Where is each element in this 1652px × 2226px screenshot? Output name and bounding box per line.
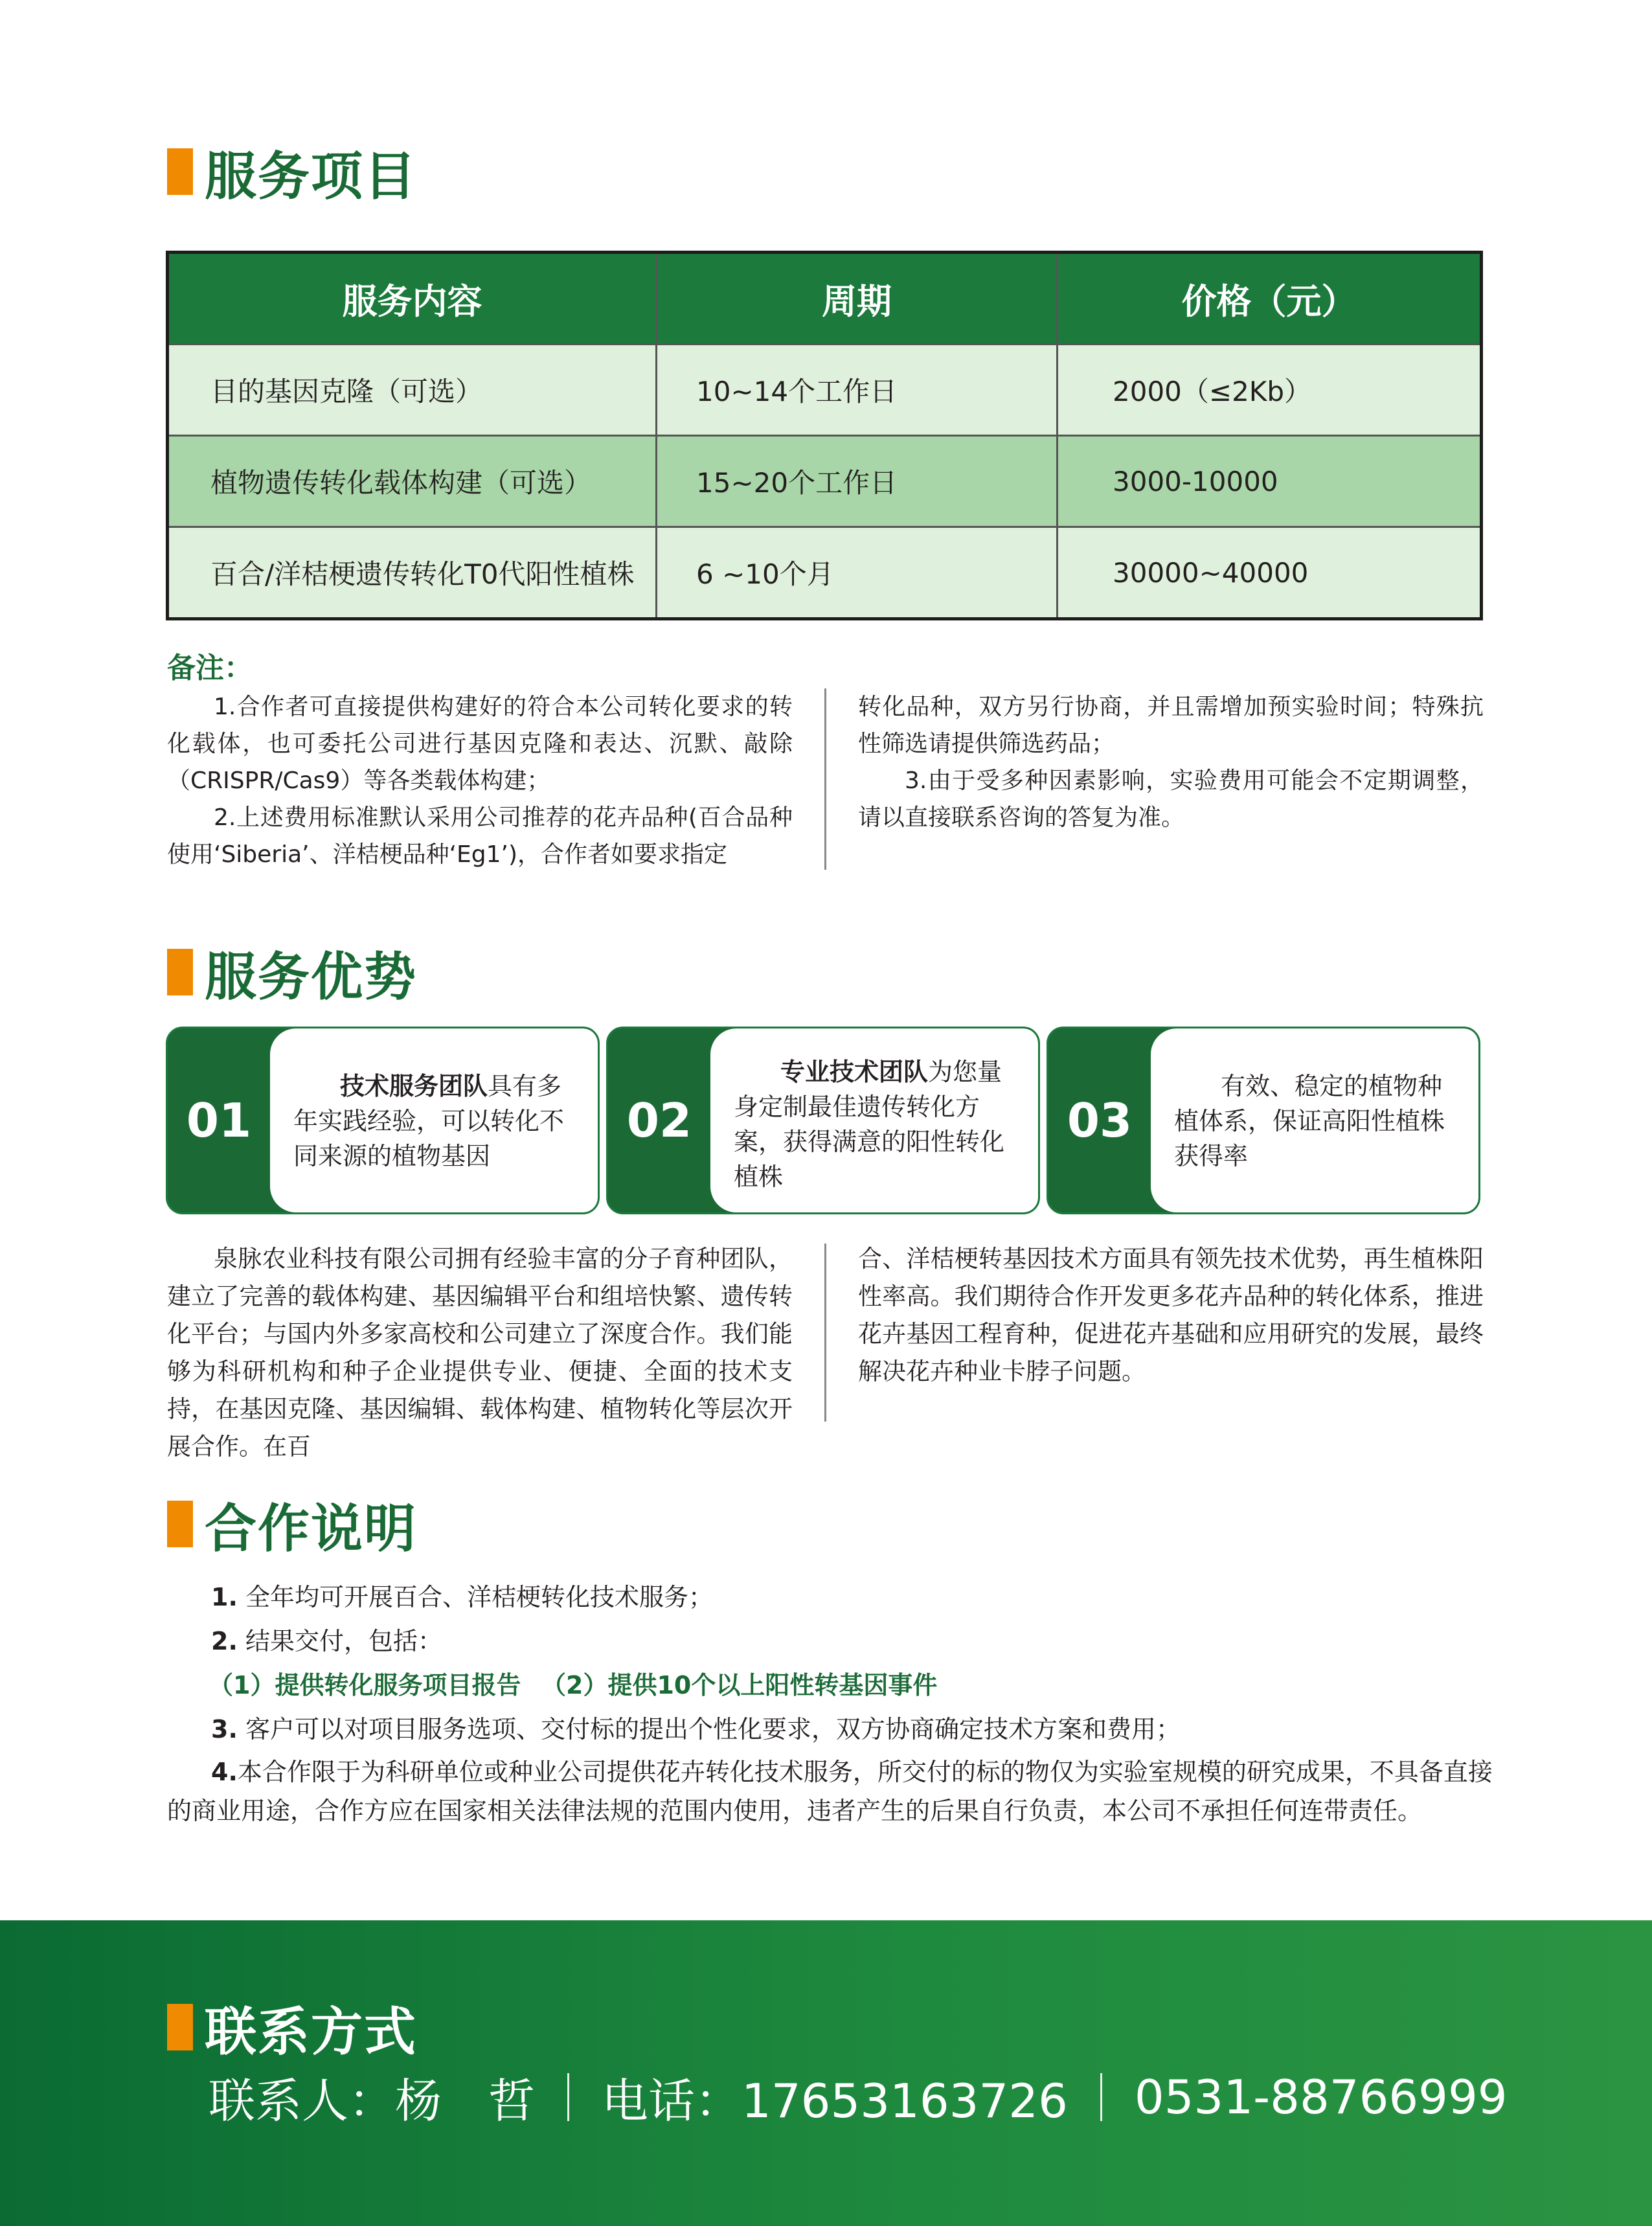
coop-item-3	[211, 1709, 1181, 1745]
table-header-row	[169, 254, 1480, 343]
section-title-text: 合作说明	[205, 1498, 417, 1559]
contact-phone[interactable]: 电话：17653163726	[602, 2074, 1068, 2128]
coop-item-4	[211, 1752, 1493, 1788]
advantage-card-02	[606, 1027, 1040, 1214]
contact-info	[209, 2065, 1508, 2129]
coop-item-text: 全年均可开展百合、洋桔梗转化技术服务；	[237, 1583, 713, 1611]
advantage-card-03	[1047, 1027, 1480, 1214]
column-divider	[824, 1244, 826, 1422]
section-title-text: 服务项目	[205, 146, 417, 207]
note-item: 1.合作者可直接提供构建好的符合本公司转化要求的转化载体，也可委托公司进行基因克隆和表达、沉默、敲除（CRISPR/Cas9）等各类载体构建；	[167, 694, 793, 794]
table-row	[169, 435, 1480, 526]
coop-item-number: 1.	[211, 1583, 238, 1611]
card-text: 有效、稳定的植物种植体系，保证高阳性植株获得率	[1174, 1072, 1445, 1170]
coop-item-text: 客户可以对项目服务选项、交付标的提出个性化要求，双方协商确定技术方案和费用；	[237, 1715, 1181, 1743]
advantage-card-01	[166, 1027, 600, 1214]
section-bar-icon	[167, 949, 193, 995]
table-cell: 30000~40000	[1056, 528, 1480, 617]
notes-right-column	[858, 688, 1484, 836]
coop-item-text: 结果交付，包括：	[237, 1627, 442, 1655]
card-bold-text: 技术服务团队	[340, 1072, 488, 1100]
card-bold-text: 专业技术团队	[780, 1058, 929, 1086]
coop-item-1	[211, 1577, 713, 1613]
intro-text: 泉脉农业科技有限公司拥有经验丰富的分子育种团队，建立了完善的载体构建、基因编辑平台和组培快繁、遗传转化平台；与国内外多家高校和公司建立了深度合作。我们能够为科研机构和种子企业提供专业、便捷、全面的技术支持，在基因克隆、基因编辑、载体构建、植物转化等层次开展合作。在百	[167, 1245, 793, 1460]
table-cell: 15~20个工作日	[655, 437, 1056, 526]
contact-phone-2[interactable]: 0531-88766999	[1134, 2070, 1508, 2124]
intro-right-column	[858, 1240, 1484, 1391]
note-item: 2.上述费用标准默认采用公司推荐的花卉品种(百合品种使用‘Siberia’、洋桔梗品种‘Eg1’)，合作者如要求指定	[167, 804, 793, 868]
table-row	[169, 343, 1480, 435]
intro-left-column	[167, 1240, 793, 1466]
table-row	[169, 526, 1480, 617]
contact-divider	[567, 2073, 569, 2121]
contact-divider	[1100, 2073, 1102, 2121]
card-body	[710, 1028, 1038, 1212]
card-body	[1151, 1028, 1478, 1212]
section-title-cooperation	[167, 1495, 417, 1559]
card-number: 03	[1067, 1093, 1133, 1148]
table-cell: 10~14个工作日	[655, 345, 1056, 435]
table-cell: 植物遗传转化载体构建（可选）	[210, 467, 592, 499]
coop-sub-2: （2）提供10个以上阳性转基因事件	[541, 1671, 938, 1699]
section-title-contact	[167, 1998, 417, 2062]
section-bar-icon	[167, 1501, 193, 1547]
section-bar-icon	[167, 148, 193, 195]
table-cell: 3000-10000	[1056, 437, 1480, 526]
coop-item-number: 2.	[211, 1627, 238, 1655]
coop-item-4-continued: 的商业用途，合作方应在国家相关法律法规的范围内使用，违者产生的后果自行负责，本公司不承担任何连带责任。	[167, 1797, 1423, 1825]
header-period: 周期	[655, 254, 1056, 343]
section-title-service-items	[167, 142, 417, 207]
notes-label: 备注：	[167, 652, 253, 685]
section-title-service-advantages	[167, 943, 417, 1007]
service-price-table	[166, 251, 1483, 620]
coop-item-number: 3.	[211, 1715, 238, 1743]
coop-item-text: 本合作限于为科研单位或种业公司提供花卉转化技术服务，所交付的标的物仅为实验室规模的研究成果，不具备直接	[237, 1758, 1493, 1786]
table-cell: 6 ~10个月	[655, 528, 1056, 617]
card-text: 具有多年实践经验，可以转化不同来源的植物基因	[293, 1072, 565, 1170]
card-number: 02	[626, 1093, 692, 1148]
notes-left-column	[167, 688, 793, 873]
table-cell: 百合/洋桔梗遗传转化T0代阳性植株	[210, 558, 635, 590]
table-cell: 目的基因克隆（可选）	[210, 376, 483, 407]
contact-person: 联系人：杨 哲	[209, 2074, 536, 2128]
coop-item-number: 4.	[211, 1758, 238, 1786]
note-item: 转化品种，双方另行协商，并且需增加预实验时间；特殊抗性筛选请提供筛选药品；	[858, 694, 1484, 757]
card-body	[270, 1028, 598, 1212]
section-bar-icon	[167, 2004, 193, 2050]
coop-item-2	[211, 1621, 442, 1657]
section-title-text: 服务优势	[205, 946, 417, 1007]
coop-sub-1: （1）提供转化服务项目报告	[209, 1671, 521, 1699]
card-number: 01	[186, 1093, 252, 1148]
section-title-text: 联系方式	[205, 2001, 417, 2062]
table-cell: 2000（≤2Kb）	[1056, 345, 1480, 435]
intro-text: 合、洋桔梗转基因技术方面具有领先技术优势，再生植株阳性率高。我们期待合作开发更多花卉品种的转化体系，推进花卉基因工程育种，促进花卉基础和应用研究的发展，最终解决花卉种业卡脖子问题。	[858, 1245, 1484, 1385]
header-service-content: 服务内容	[342, 280, 482, 322]
header-price: 价格（元）	[1056, 254, 1480, 343]
column-divider	[824, 688, 826, 870]
note-item: 3.由于受多种因素影响，实验费用可能会不定期调整，请以直接联系咨询的答复为准。	[858, 767, 1484, 831]
card-text: 为您量身定制最佳遗传转化方案，获得满意的阳性转化植株	[734, 1058, 1005, 1191]
